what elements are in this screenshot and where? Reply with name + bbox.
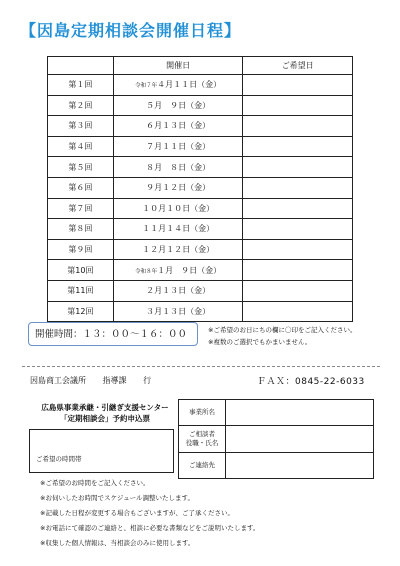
session-number: 第５回 <box>48 157 114 178</box>
schedule-row <box>48 177 353 198</box>
schedule-row <box>48 198 353 219</box>
schedule-row <box>48 260 353 281</box>
date-text: １０月１０日（金） <box>142 203 215 213</box>
header-date: 開催日 <box>113 57 243 75</box>
cut-line <box>22 366 380 367</box>
note-line: ※複数のご選択でもかまいません。 <box>208 338 312 346</box>
era-label: 令和７年 <box>135 83 158 90</box>
contact-label: ご連絡先 <box>179 453 226 479</box>
header-number <box>48 57 114 75</box>
preference-cell[interactable] <box>243 219 353 240</box>
session-date <box>113 198 243 219</box>
schedule-row <box>48 157 353 178</box>
session-number: 第４回 <box>48 136 114 157</box>
date-text: ６月１３日（金） <box>146 121 211 131</box>
session-date <box>113 116 243 137</box>
session-number: 第11回 <box>48 280 114 301</box>
preference-cell[interactable] <box>243 116 353 137</box>
preference-cell[interactable] <box>243 239 353 260</box>
schedule-row <box>48 239 353 260</box>
person-label: ご相談者 役職・氏名 <box>179 426 226 453</box>
date-text: １２月１２日（金） <box>142 245 215 255</box>
date-text: ５月 ９日（金） <box>146 100 211 110</box>
session-date <box>113 219 243 240</box>
session-number: 第９回 <box>48 239 114 260</box>
preference-cell[interactable] <box>243 75 353 96</box>
schedule-header-row <box>48 57 353 75</box>
preference-cell[interactable] <box>243 95 353 116</box>
preference-cell[interactable] <box>243 260 353 281</box>
header-preference: ご希望日 <box>243 57 353 75</box>
date-text: ７月１１日（金） <box>146 142 211 152</box>
session-date <box>113 260 243 281</box>
session-number: 第８回 <box>48 219 114 240</box>
session-number: 第10回 <box>48 260 114 281</box>
schedule-row <box>48 95 353 116</box>
form-title-line: 「定期相談会」予約申込票 <box>60 414 150 423</box>
preference-cell[interactable] <box>243 157 353 178</box>
schedule-notes <box>208 324 356 348</box>
session-number: 第12回 <box>48 301 114 322</box>
session-date <box>113 95 243 116</box>
session-date <box>113 177 243 198</box>
era-label: 令和８年 <box>135 268 158 275</box>
session-number: 第３回 <box>48 116 114 137</box>
office-name-field[interactable] <box>226 400 374 426</box>
form-title <box>30 402 180 424</box>
addressee <box>30 375 165 386</box>
session-date <box>113 301 243 322</box>
person-field[interactable] <box>226 426 374 453</box>
schedule-row <box>48 75 353 96</box>
footer-note: ※ご希望のお時間をご記入ください。 <box>40 479 150 487</box>
date-text: ８月 ８日（金） <box>146 162 211 172</box>
schedule-row <box>48 219 353 240</box>
preference-cell[interactable] <box>243 301 353 322</box>
footer-notes <box>40 476 259 551</box>
date-text: ４月１１日（金） <box>157 80 222 90</box>
session-number: 第６回 <box>48 177 114 198</box>
date-text: ３月１３日（金） <box>146 306 211 316</box>
schedule-row <box>48 280 353 301</box>
session-date <box>113 136 243 157</box>
note-line: ※ご希望のお日にちの欄に〇印をご記入ください。 <box>208 326 357 334</box>
session-number: 第７回 <box>48 198 114 219</box>
schedule-table <box>47 56 353 322</box>
preference-cell[interactable] <box>243 280 353 301</box>
desired-time-field[interactable] <box>29 429 174 473</box>
session-date <box>113 280 243 301</box>
footer-note: ※お伺いしたお時間でスケジュール調整いたします。 <box>40 494 195 502</box>
office-name-label: 事業所名 <box>179 400 226 426</box>
session-number: 第１回 <box>48 75 114 96</box>
contact-field[interactable] <box>226 453 374 479</box>
hours-box: 開催時間：１３：００〜１６：００ <box>28 322 198 346</box>
office-dept: 指導課 <box>102 376 127 385</box>
footer-note: ※収集した個人情報は、当相談会のみに使用します。 <box>40 539 195 547</box>
footer-note: ※お電話にて確認のご連絡と、相談に必要な書類などをご説明いたします。 <box>40 524 260 532</box>
office-suffix: 行 <box>143 376 152 385</box>
preference-cell[interactable] <box>243 136 353 157</box>
schedule-row <box>48 116 353 137</box>
session-number: 第２回 <box>48 95 114 116</box>
date-text: １１月１４日（金） <box>142 224 215 234</box>
form-title-line: 広島県事業承継・引継ぎ支援センター <box>41 403 169 412</box>
schedule-row <box>48 136 353 157</box>
date-text: ９月１２日（金） <box>146 183 211 193</box>
schedule-row <box>48 301 353 322</box>
session-date <box>113 157 243 178</box>
preference-cell[interactable] <box>243 198 353 219</box>
session-date <box>113 75 243 96</box>
page-title: 【因島定期相談会開催日程】 <box>20 21 242 40</box>
footer-note: ※記載した日程が変更する場合もございますが、ご了承ください。 <box>40 509 234 517</box>
application-form <box>178 399 374 479</box>
session-date <box>113 239 243 260</box>
preference-cell[interactable] <box>243 177 353 198</box>
office-name: 因島商工会議所 <box>30 376 86 385</box>
desired-time-label: ご希望の時間帯 <box>36 455 82 463</box>
date-text: ２月１３日（金） <box>146 286 211 296</box>
date-text: １月 ９日（金） <box>157 265 222 275</box>
fax-number: ＦＡＸ：0845-22-6033 <box>257 377 365 387</box>
